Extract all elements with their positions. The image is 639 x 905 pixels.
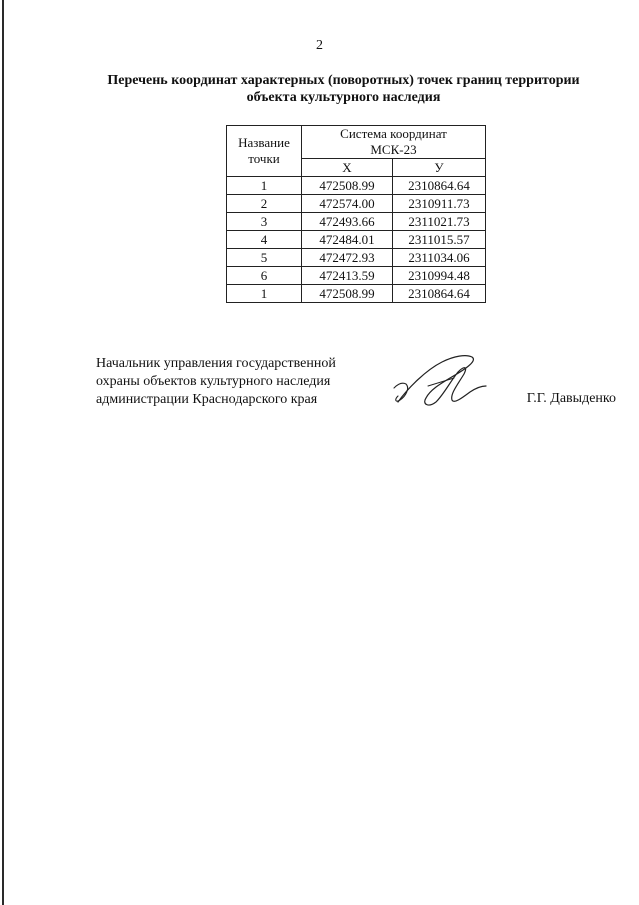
handwritten-signature <box>392 348 488 414</box>
cell-x: 472574.00 <box>302 195 393 213</box>
table-row <box>227 231 486 249</box>
table-row <box>227 195 486 213</box>
header-point-name <box>227 126 302 177</box>
cell-x: 472508.99 <box>302 285 393 303</box>
signer-name: Г.Г. Давыденко <box>526 391 616 406</box>
header-coordinate-system <box>302 126 486 159</box>
cell-x: 472508.99 <box>302 177 393 195</box>
header-y: У <box>393 159 486 177</box>
title-line-2: объекта культурного наследия <box>246 90 441 105</box>
title-line-1: Перечень координат характерных (поворотных) точек границ территории <box>107 73 580 88</box>
document-title <box>60 72 627 106</box>
cell-y: 2311015.57 <box>393 231 486 249</box>
signatory-position <box>96 355 336 409</box>
cell-point: 2 <box>227 195 302 213</box>
cell-x: 472413.59 <box>302 267 393 285</box>
header-point-name-line-1: Название <box>238 135 290 150</box>
position-line-1: Начальник управления государственной <box>96 356 336 371</box>
cell-y: 2310911.73 <box>393 195 486 213</box>
cell-y: 2310864.64 <box>393 285 486 303</box>
table-row <box>227 249 486 267</box>
cell-point: 3 <box>227 213 302 231</box>
page-edge-line <box>2 0 4 905</box>
cell-point: 6 <box>227 267 302 285</box>
cell-y: 2311034.06 <box>393 249 486 267</box>
header-point-name-line-2: точки <box>248 151 280 166</box>
coordinates-table <box>226 125 486 303</box>
cell-y: 2310864.64 <box>393 177 486 195</box>
cell-point: 5 <box>227 249 302 267</box>
cell-point: 1 <box>227 285 302 303</box>
cell-x: 472472.93 <box>302 249 393 267</box>
cell-x: 472484.01 <box>302 231 393 249</box>
header-system-line-1: Система координат <box>340 126 447 141</box>
cell-x: 472493.66 <box>302 213 393 231</box>
position-line-2: охраны объектов культурного наследия <box>96 374 331 389</box>
page-number: 2 <box>316 38 323 53</box>
position-line-3: администрации Краснодарского края <box>96 392 318 407</box>
cell-point: 1 <box>227 177 302 195</box>
table-row <box>227 267 486 285</box>
table-row <box>227 213 486 231</box>
header-system-line-2: МСК-23 <box>370 142 417 157</box>
cell-point: 4 <box>227 231 302 249</box>
table-row <box>227 285 486 303</box>
table-row <box>227 177 486 195</box>
cell-y: 2311021.73 <box>393 213 486 231</box>
header-x: X <box>302 159 393 177</box>
cell-y: 2310994.48 <box>393 267 486 285</box>
